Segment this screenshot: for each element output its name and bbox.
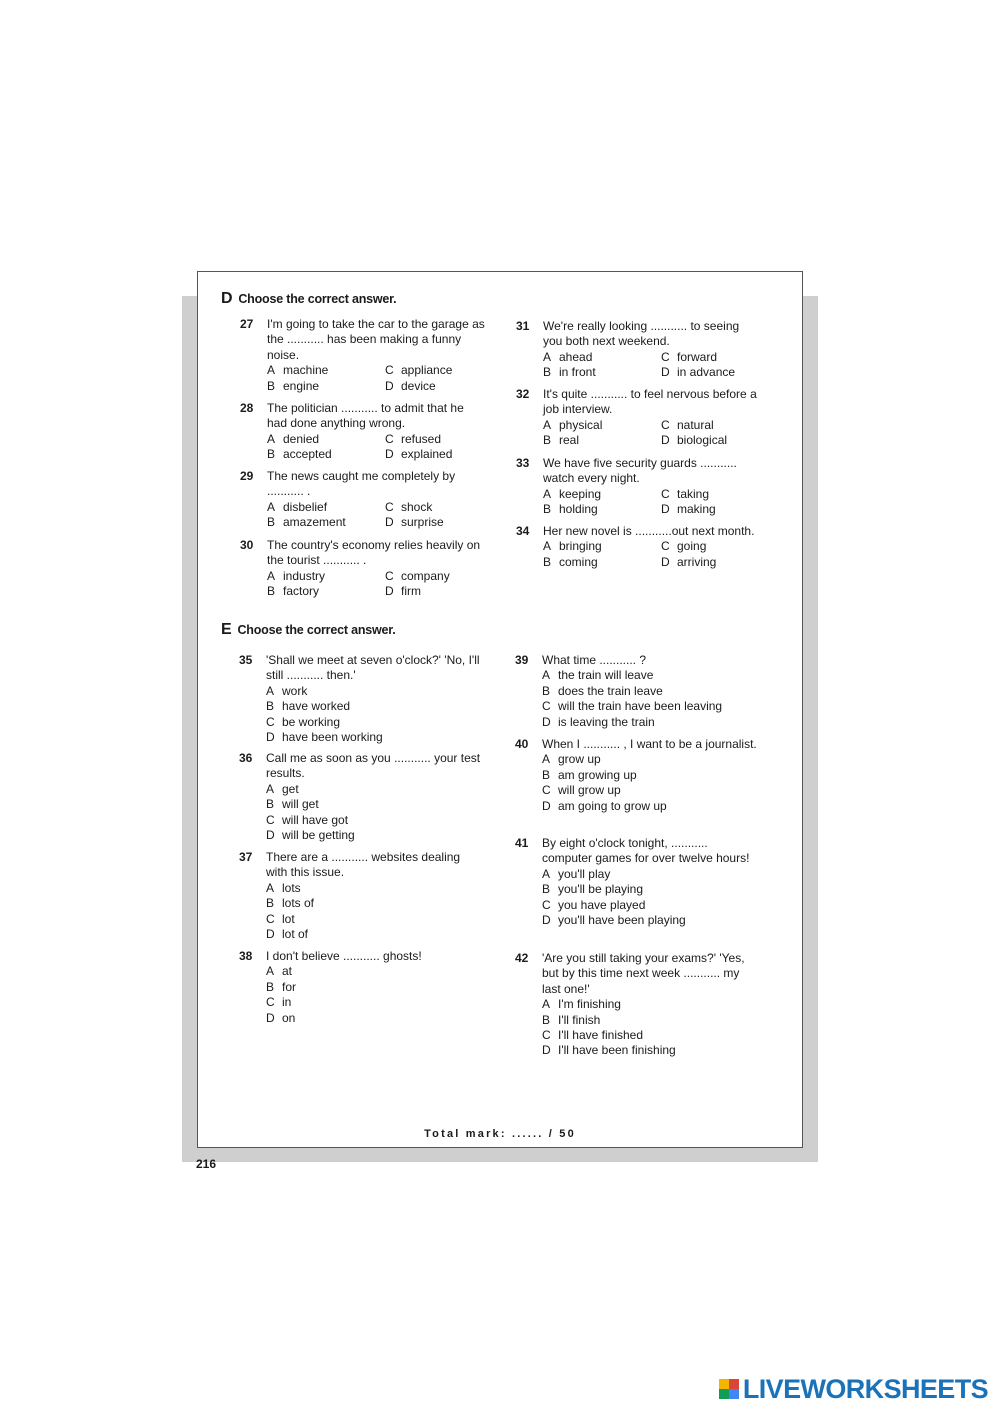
liveworksheets-logo-icon (719, 1379, 739, 1399)
option-a[interactable]: A ahead (543, 349, 593, 364)
option-a[interactable]: A denied (267, 431, 320, 446)
question-number: 39 (515, 653, 529, 667)
question-number: 36 (239, 751, 253, 765)
option-d[interactable]: D I'll have been finishing (542, 1043, 676, 1058)
option-c[interactable]: C will grow up (542, 783, 621, 798)
question-number: 34 (516, 524, 530, 538)
question-number: 30 (240, 538, 254, 552)
option-b[interactable]: B does the train leave (542, 683, 663, 698)
option-a[interactable]: A at (266, 964, 293, 979)
question-text: Her new novel is ...........out next month. (543, 524, 755, 538)
option-d[interactable]: D firm (385, 584, 421, 599)
option-d[interactable]: D am going to grow up (542, 798, 667, 813)
worksheet-page (197, 271, 803, 1148)
question-text: 'Shall we meet at seven o'clock?' 'No, I'll still ........... then.' (266, 653, 480, 683)
option-b[interactable]: B I'll finish (542, 1012, 601, 1027)
question-text: The news caught me completely by ........... . (267, 469, 456, 499)
option-b[interactable]: B amazement (267, 515, 346, 530)
question-text: It's quite ........... to feel nervous before a job interview. (543, 387, 757, 417)
option-a[interactable]: A grow up (542, 752, 601, 767)
option-d[interactable]: D in advance (661, 365, 736, 380)
option-c[interactable]: C refused (385, 431, 442, 446)
option-d[interactable]: D surprise (385, 515, 444, 530)
question-text: I'm going to take the car to the garage as the ........... has been making a funny noise. (267, 317, 485, 362)
option-a[interactable]: A machine (267, 363, 329, 378)
question-text: The politician ........... to admit that he had done anything wrong. (267, 401, 464, 431)
question-number: 37 (239, 850, 253, 864)
option-d[interactable]: D will be getting (266, 828, 355, 843)
option-c[interactable]: C I'll have finished (542, 1028, 644, 1043)
option-c[interactable]: C lot (266, 911, 295, 926)
option-b[interactable]: B real (543, 433, 580, 448)
answer-options (267, 569, 485, 600)
total-mark: Total mark: ...... / 50 (424, 1128, 576, 1140)
option-a[interactable]: A you'll play (542, 866, 611, 881)
question-text: Call me as soon as you ........... your test results. (266, 751, 481, 781)
option-d[interactable]: D making (661, 502, 716, 517)
option-c[interactable]: C you have played (542, 897, 646, 912)
option-b[interactable]: B factory (267, 584, 320, 599)
option-d[interactable]: D on (266, 1010, 296, 1025)
option-b[interactable]: B have worked (266, 699, 351, 714)
option-b[interactable]: B lots of (266, 896, 315, 911)
liveworksheets-logo (719, 1374, 988, 1404)
question-number: 28 (240, 401, 254, 415)
liveworksheets-wordmark: LIVEWORKSHEETS (742, 1373, 988, 1404)
option-b[interactable]: B accepted (267, 447, 332, 462)
option-c[interactable]: C forward (661, 349, 718, 364)
option-c[interactable]: C will the train have been leaving (542, 699, 723, 714)
answer-options (543, 418, 761, 449)
option-d[interactable]: D device (385, 378, 436, 393)
question-text: What time ........... ? (542, 653, 647, 667)
answer-options (543, 539, 761, 570)
option-b[interactable]: B coming (543, 554, 598, 569)
question-number: 29 (240, 469, 254, 483)
option-a[interactable]: A bringing (543, 539, 602, 554)
question-text: We're really looking ........... to seeing you both next weekend. (543, 319, 740, 349)
question-text: There are a ........... websites dealing with this issue. (266, 850, 461, 880)
option-a[interactable]: A I'm finishing (542, 997, 621, 1012)
question-number: 40 (515, 737, 529, 751)
option-b[interactable]: B will get (266, 797, 319, 812)
option-d[interactable]: D is leaving the train (542, 714, 655, 729)
question-number: 32 (516, 387, 530, 401)
option-a[interactable]: A work (266, 683, 308, 698)
section-d-letter: D (221, 290, 233, 307)
question-number: 41 (515, 836, 529, 850)
page-number: 216 (196, 1157, 217, 1171)
answer-options (267, 363, 485, 394)
question-text: We have five security guards ........... watch every night. (543, 456, 737, 486)
option-a[interactable]: A industry (267, 568, 326, 583)
option-a[interactable]: A the train will leave (542, 668, 654, 683)
question-number: 35 (239, 653, 253, 667)
option-a[interactable]: A get (266, 781, 299, 796)
question-number: 42 (515, 951, 529, 965)
option-b[interactable]: B in front (543, 365, 596, 380)
option-b[interactable]: B am growing up (542, 767, 637, 782)
answer-options (267, 500, 485, 531)
option-d[interactable]: D arriving (661, 554, 717, 569)
option-b[interactable]: B engine (267, 378, 320, 393)
question-text: 'Are you still taking your exams?' 'Yes, but by this time next week ........... my last one!' (542, 951, 745, 996)
option-c[interactable]: C appliance (385, 363, 453, 378)
section-d-instruction: Choose the correct answer. (238, 292, 397, 306)
option-c[interactable]: C natural (661, 417, 714, 432)
question-number: 33 (516, 456, 530, 470)
option-c[interactable]: C be working (266, 714, 341, 729)
option-a[interactable]: A keeping (543, 486, 602, 501)
option-d[interactable]: D you'll have been playing (542, 913, 686, 928)
option-d[interactable]: D lot of (266, 927, 309, 942)
option-b[interactable]: B holding (543, 502, 598, 517)
question-text: When I ........... , I want to be a journalist. (542, 737, 757, 751)
question-number: 31 (516, 319, 530, 333)
option-d[interactable]: D explained (385, 447, 453, 462)
answer-options (543, 487, 761, 518)
option-d[interactable]: D have been working (266, 730, 383, 745)
option-c[interactable]: C company (385, 568, 450, 583)
question-number: 27 (240, 317, 254, 331)
section-d-heading (221, 290, 396, 308)
question-text: By eight o'clock tonight, ........... computer games for over twelve hours! (542, 836, 750, 866)
option-b[interactable]: B for (266, 979, 297, 994)
option-a[interactable]: A physical (543, 417, 603, 432)
option-c[interactable]: C will have got (266, 812, 349, 827)
option-a[interactable]: A disbelief (267, 499, 328, 514)
option-b[interactable]: B you'll be playing (542, 882, 644, 897)
option-a[interactable]: A lots (266, 880, 301, 895)
option-c[interactable]: C in (266, 995, 292, 1010)
question-number: 38 (239, 949, 253, 963)
section-e-instruction: Choose the correct answer. (237, 623, 396, 637)
option-d[interactable]: D biological (661, 433, 728, 448)
question-text: The country's economy relies heavily on the tourist ........... . (267, 538, 481, 568)
question-text: I don't believe ........... ghosts! (266, 949, 422, 963)
section-e-heading (221, 621, 396, 639)
answer-options (543, 350, 761, 381)
section-e-letter: E (221, 621, 232, 638)
answer-options (267, 432, 485, 463)
option-c[interactable]: C shock (385, 499, 433, 514)
option-c[interactable]: C taking (661, 486, 710, 501)
option-c[interactable]: C going (661, 539, 707, 554)
